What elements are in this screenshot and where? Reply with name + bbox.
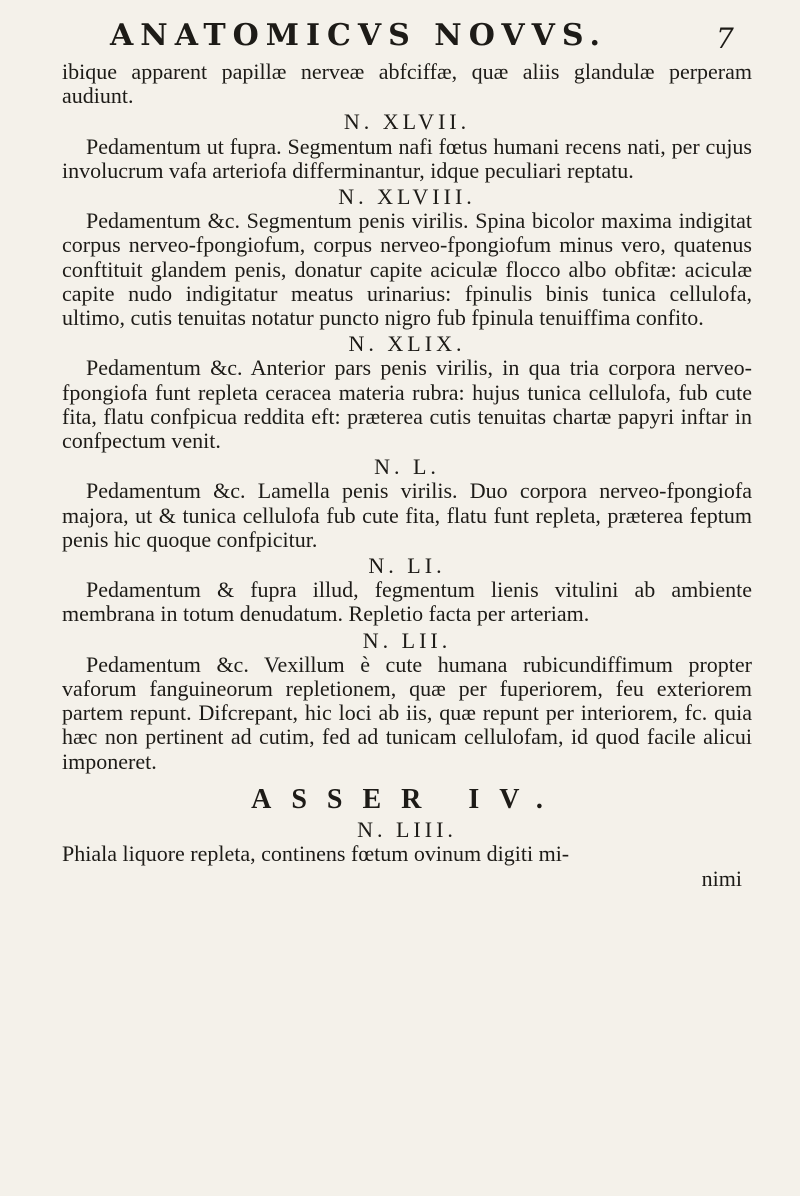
entry-number: N. XLVIII. <box>338 184 476 210</box>
section-heading: ASSER IV. <box>251 783 563 815</box>
entry-text: Pedamentum &c. Anterior pars penis virilis, in qua tria corpora nerveo-fpongiofa funt repleta ceracea materia rubra: hujus tunica cellulofa, fub cute fita, flatu confpicua reddita eft: præterea cutis tenuitas chartæ papyri inftar in confpectum venit. <box>62 355 752 454</box>
entry-number: N. XLIX. <box>348 331 466 357</box>
entry-number: N. LII. <box>362 627 452 653</box>
entry-text: Pedamentum &c. Lamella penis virilis. Duo corpora nerveo-fpongiofa majora, ut & tunica cellulofa fub cute fita, flatu funt repleta, præterea feptum penis hic quoque confpicitur. <box>62 478 752 552</box>
entry-number: N. LIII. <box>357 817 457 843</box>
entry-text: Phiala liquore repleta, continens fœtum ovinum digiti mi- <box>62 841 570 867</box>
page-body <box>62 60 752 891</box>
entry-text: Pedamentum ut fupra. Segmentum nafi fœtus humani recens nati, per cujus involucrum vafa arteriofa differminantur, idque peculiari reptatu. <box>62 133 752 183</box>
entry-text: Pedamentum &c. Vexillum è cute humana rubicundiffimum propter vaforum fanguineorum repletionem, quæ per fuperiorem, feu exteriorem partem repunt. Difcrepant, hic loci ab iis, quæ repunt per interiorem, fc. quia hæc non pertinent ad cutim, fed ad tunicam cellulofam, id quod facile alicui imponeret. <box>62 651 752 774</box>
entry-number: N. LI. <box>368 553 446 579</box>
running-header: ANATOMICVS NOVVS. <box>110 18 607 53</box>
intro-paragraph: ibique apparent papillæ nerveæ abfciffæ, quæ aliis glandulæ perperam audiunt. <box>62 59 752 109</box>
entry-number: N. XLVII. <box>343 109 471 135</box>
page-number: 7 <box>716 22 734 55</box>
entry-number: N. L. <box>374 454 440 480</box>
entry-text: Pedamentum & fupra illud, fegmentum lienis vitulini ab ambiente membrana in totum denudatum. Repletio facta per arteriam. <box>62 577 752 627</box>
entry-text: Pedamentum &c. Segmentum penis virilis. Spina bicolor maxima indigitat corpus nerveo-fpongiofum, corpus nerveo-fpongiofum minus vero, quatenus conftituit glandem penis, donatur capite aciculæ flocco albo obfitæ: aciculæ capite nudo indigitatur meatus urinarius: fpinulis binis tunica cellulofa, ultimo, cutis tenuitas notatur puncto nigro fub fpinula tenuiffima confito. <box>62 208 752 331</box>
catchword: nimi <box>701 865 742 891</box>
